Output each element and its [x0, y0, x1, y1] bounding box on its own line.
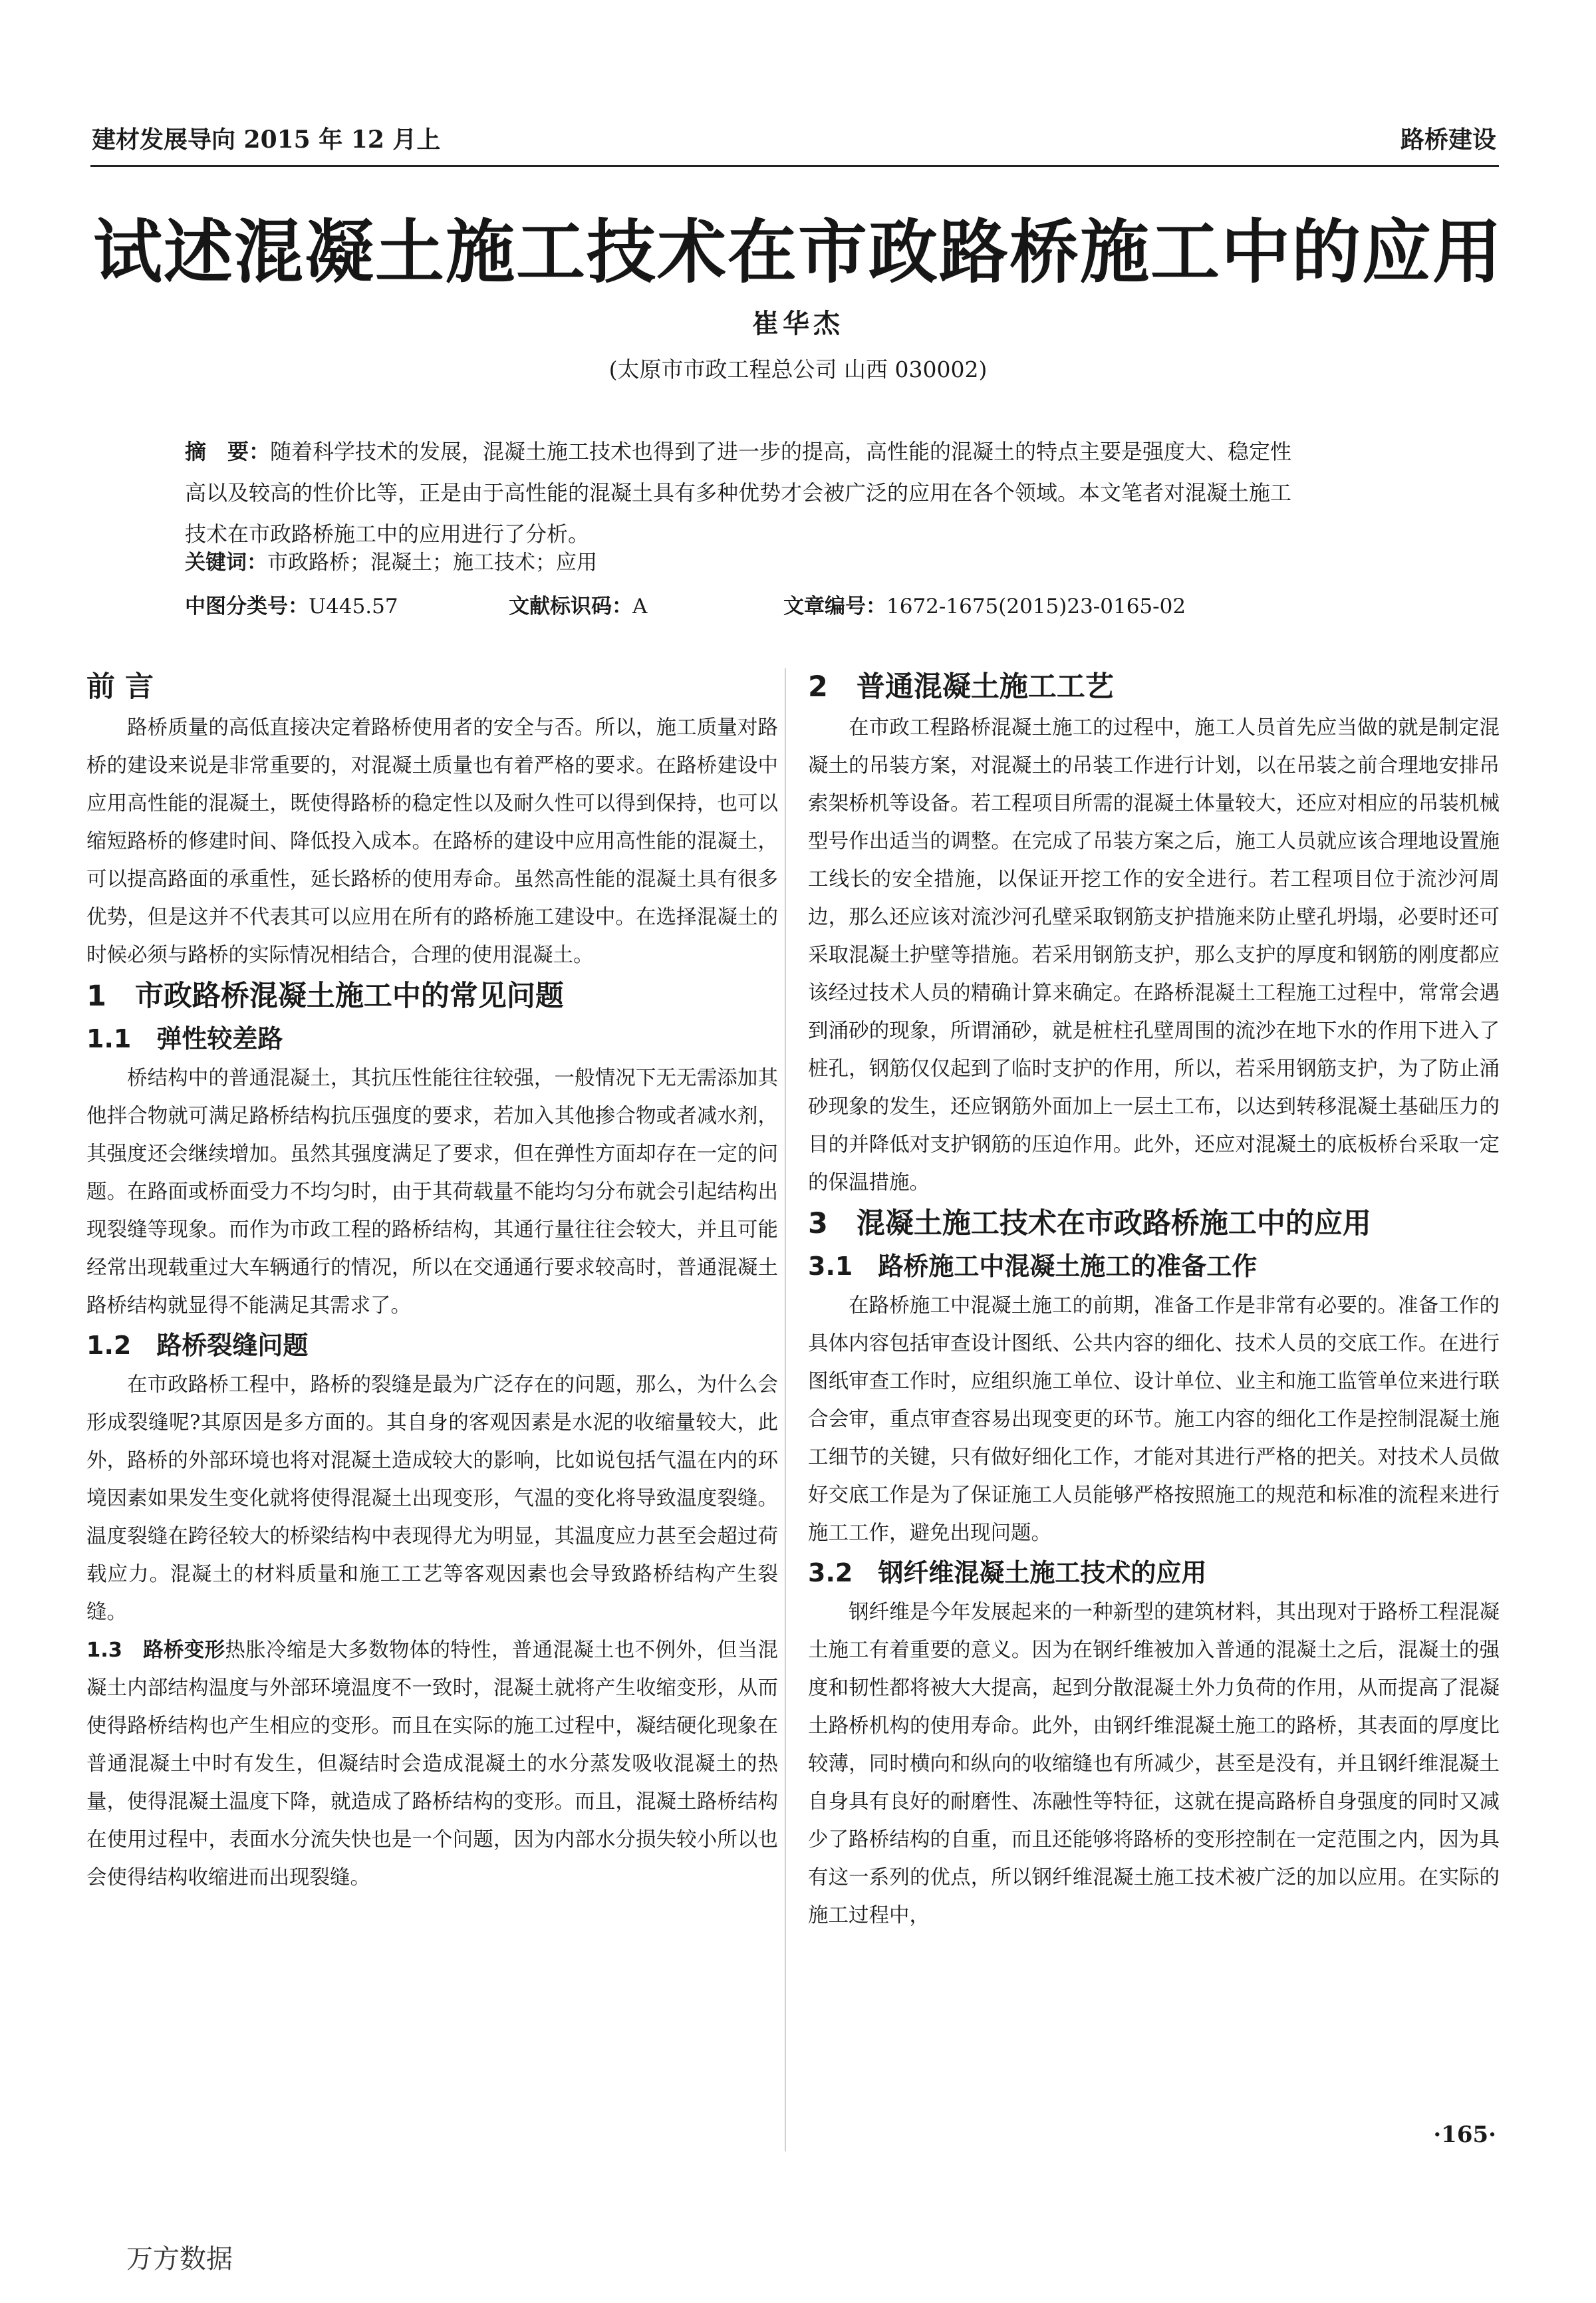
- section-name: 路桥建设: [1400, 126, 1496, 154]
- article-number-value: 1672-1675(2015)23-0165-02: [886, 595, 1186, 618]
- abstract-label: 摘 要：: [185, 439, 271, 464]
- section-3-2-heading: 3.2 钢纤维混凝土施工技术的应用: [808, 1558, 1207, 1587]
- clc-label: 中图分类号：: [185, 595, 309, 618]
- section-2-paragraph: 在市政工程路桥混凝土施工的过程中，施工人员首先应当做的就是制定混凝土的吊装方案，对混凝土的吊装工作进行计划，以在吊装之前合理地安排吊索架桥机等设备。若工程项目所需的混凝土体量较大，还应对相应的吊装机械型号作出适当的调整。在完成了吊装方案之后，施工人员就应该合理地设置施工线长的安全措施，以保证开挖工作的安全进行。若工程项目位于流沙河周边，那么还应该对流沙河孔壁采取钢筋支护措施来防止壁孔坍塌，必要时还可采取混凝土护壁等措施。若采用钢筋支护，那么支护的厚度和钢筋的刚度都应该经过技术人员的精确计算来确定。在路桥混凝土工程施工过程中，常常会遇到涌砂的现象，所谓涌砂，就是桩柱孔壁周围的流沙在地下水的作用下进入了桩孔，钢筋仅仅起到了临时支护的作用，所以，若采用钢筋支护，为了防止涌砂现象的发生，还应钢筋外面加上一层土工布，以达到转移混凝土基础压力的目的并降低对支护钢筋的压迫作用。此外，还应对混凝土的底板桥台采取一定的保温措施。: [808, 716, 1500, 1194]
- section-3-1-heading: 3.1 路桥施工中混凝土施工的准备工作: [808, 1252, 1258, 1281]
- section-2-heading: 2 普通混凝土施工工艺: [808, 670, 1114, 704]
- section-1-1-heading: 1.1 弹性较差路: [86, 1024, 283, 1053]
- document-code-label: 文献标识码：: [509, 595, 632, 618]
- clc-value: U445.57: [309, 595, 398, 618]
- abstract-text-3: 技术在市政路桥施工中的应用进行了分析。: [185, 521, 590, 547]
- section-3-2-paragraph: 钢纤维是今年发展起来的一种新型的建筑材料，其出现对于路桥工程混凝土施工有着重要的意义。因为在钢纤维被加入普通的混凝土之后，混凝土的强度和韧性都将被大大提高，起到分散混凝土外力负荷的作用，从而提高了混凝土路桥机构的使用寿命。此外，由钢纤维混凝土施工的路桥，其表面的厚度比较薄，同时横向和纵向的收缩缝也有所减少，甚至是没有，并且钢纤维混凝土自身具有良好的耐磨性、冻融性等特征，这就在提高路桥自身强度的同时又减少了路桥结构的自重，而且还能够将路桥的变形控制在一定范围之内，因为具有这一系列的优点，所以钢纤维混凝土施工技术被广泛的加以应用。在实际的施工过程中，: [808, 1601, 1500, 1927]
- running-header: [92, 121, 1496, 158]
- author-affiliation: (太原市市政工程总公司 山西 030002): [608, 356, 988, 382]
- page-number: ·165·: [1433, 2121, 1496, 2148]
- author-name: 崔华杰: [752, 308, 844, 339]
- keywords: [185, 545, 597, 575]
- right-column: [808, 665, 1500, 1935]
- foreword-paragraph: 路桥质量的高低直接决定着路桥使用者的安全与否。所以，施工质量对路桥的建设来说是非常重要的，对混凝土质量也有着严格的要求。在路桥建设中应用高性能的混凝土，既使得路桥的稳定性以及耐久性可以得到保持，也可以缩短路桥的修建时间、降低投入成本。在路桥的建设中应用高性能的混凝土，可以提高路面的承重性，延长路桥的使用寿命。虽然高性能的混凝土具有很多优势，但是这并不代表其可以应用在所有的路桥施工建设中。在选择混凝土的时候必须与路桥的实际情况相结合，合理的使用混凝土。: [86, 716, 778, 967]
- abstract-line-1: [185, 431, 1435, 472]
- keywords-label: 关键词：: [185, 551, 267, 575]
- section-1-3-paragraph: [86, 1631, 778, 1897]
- header-rule: [90, 165, 1499, 167]
- section-1-3-text: 热胀冷缩是大多数物体的特性，普通混凝土也不例外，但当混凝土内部结构温度与外部环境温度不一致时，混凝土就将产生收缩变形，从而使得路桥结构也产生相应的变形。而且在实际的施工过程中，凝结硬化现象在普通混凝土中时有发生，但凝结时会造成混凝土的水分蒸发吸收混凝土的热量，使得混凝土温度下降，就造成了路桥结构的变形。而且，混凝土路桥结构在使用过程中，表面水分流失快也是一个问题，因为内部水分损失较小所以也会使得结构收缩进而出现裂缝。: [86, 1639, 779, 1889]
- document-code: [509, 589, 647, 619]
- article-title: 试述混凝土施工技术在市政路桥施工中的应用: [92, 211, 1503, 293]
- left-column: [86, 665, 778, 1897]
- abstract: [185, 431, 1435, 555]
- article-number: [783, 589, 1186, 619]
- section-1-3-heading: 1.3 路桥变形: [86, 1639, 225, 1662]
- section-3-heading: 3 混凝土施工技术在市政路桥施工中的应用: [808, 1207, 1371, 1240]
- column-divider: [785, 668, 786, 2151]
- abstract-text-2: 高以及较高的性价比等，正是由于高性能的混凝土具有多种优势才会被广泛的应用在各个领域。本文笔者对混凝土施工: [185, 480, 1292, 505]
- document-code-value: A: [632, 595, 648, 618]
- section-1-2-paragraph: 在市政路桥工程中，路桥的裂缝是最为广泛存在的问题，那么，为什么会形成裂缝呢?其原因是多方面的。其自身的客观因素是水泥的收缩量较大，此外，路桥的外部环境也将对混凝土造成较大的影响，比如说包括气温在内的环境因素如果发生变化就将使得混凝土出现变形，气温的变化将导致温度裂缝。温度裂缝在跨径较大的桥梁结构中表现得尤为明显，其温度应力甚至会超过荷载应力。混凝土的材料质量和施工工艺等客观因素也会导致路桥结构产生裂缝。: [86, 1373, 778, 1624]
- clc-code: [185, 589, 398, 619]
- journal-name: 建材发展导向 2015 年 12 月上: [92, 126, 441, 154]
- abstract-text-1: 随着科学技术的发展，混凝土施工技术也得到了进一步的提高，高性能的混凝土的特点主要是强度大、稳定性: [270, 439, 1292, 464]
- section-3-1-paragraph: 在路桥施工中混凝土施工的前期，准备工作是非常有必要的。准备工作的具体内容包括审查设计图纸、公共内容的细化、技术人员的交底工作。在进行图纸审查工作时，应组织施工单位、设计单位、业主和施工监管单位来进行联合会审，重点审查容易出现变更的环节。施工内容的细化工作是控制混凝土施工细节的关键，只有做好细化工作，才能对其进行严格的把关。对技术人员做好交底工作是为了保证施工人员能够严格按照施工的规范和标准的流程来进行施工工作，避免出现问题。: [808, 1294, 1500, 1545]
- section-1-2-heading: 1.2 路桥裂缝问题: [86, 1331, 309, 1360]
- section-1-heading: 1 市政路桥混凝土施工中的常见问题: [86, 980, 564, 1013]
- foreword-heading: 前 言: [86, 670, 154, 704]
- keywords-text: 市政路桥；混凝土；施工技术；应用: [267, 551, 597, 575]
- article-number-label: 文章编号：: [783, 595, 886, 618]
- database-watermark: 万方数据: [126, 2244, 233, 2274]
- section-1-1-paragraph: 桥结构中的普通混凝土，其抗压性能往往较强，一般情况下无无需添加其他拌合物就可满足路桥结构抗压强度的要求，若加入其他掺合物或者减水剂，其强度还会继续增加。虽然其强度满足了要求，但在弹性方面却存在一定的问题。在路面或桥面受力不均匀时，由于其荷载量不能均匀分布就会引起结构出现裂缝等现象。而作为市政工程的路桥结构，其通行量往往会较大，并且可能经常出现载重过大车辆通行的情况，所以在交通通行要求较高时，普通混凝土路桥结构就显得不能满足其需求了。: [86, 1067, 778, 1317]
